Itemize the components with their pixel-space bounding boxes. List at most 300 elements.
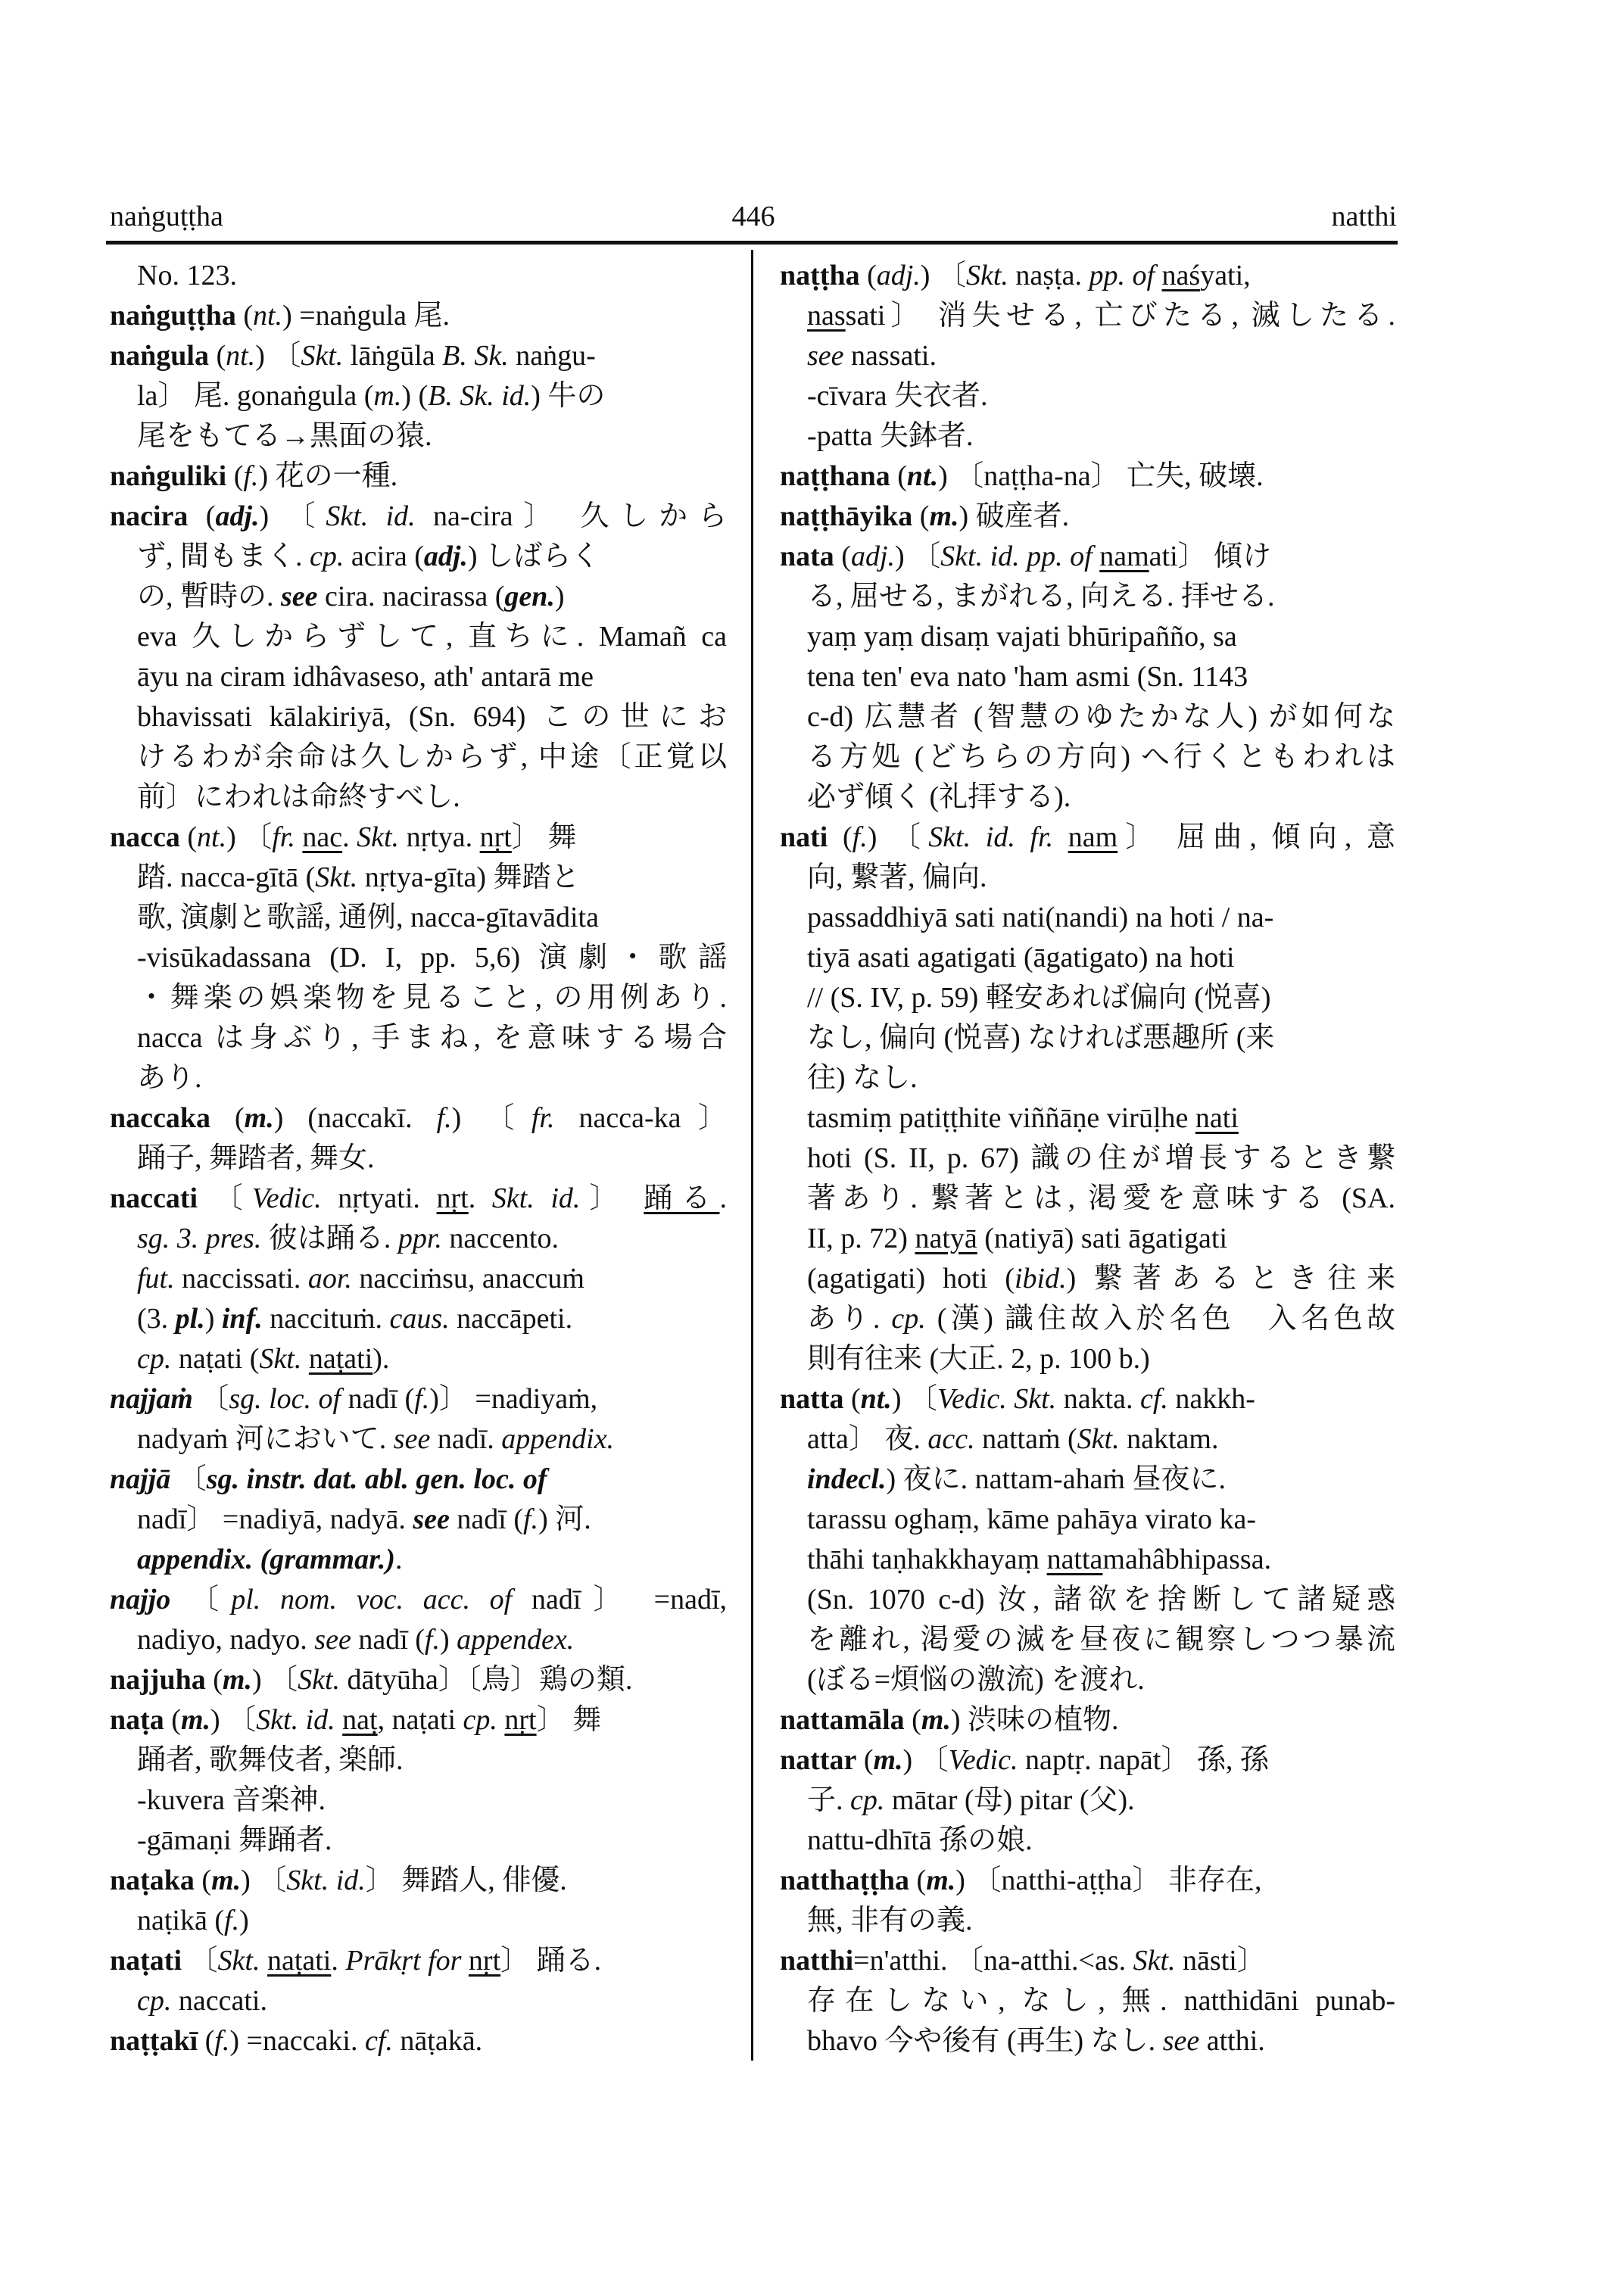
entry-line [780,1660,1395,1700]
italic-text: cf. [1139,1383,1168,1415]
headword: naṅguliki [110,460,227,492]
entry-line [110,1740,727,1781]
entry-line [780,416,1395,456]
entry-line [110,1821,727,1861]
text [1053,821,1068,853]
entry-headline [780,497,1395,537]
entry-line [110,1339,727,1379]
entry-line [780,1259,1395,1299]
text: // (S. IV, p. 59) 軽安あれば偏向 (悦喜) [807,982,1271,1014]
italic-text: Skt. [301,340,344,372]
italic-text: appendix. [501,1423,615,1455]
text: ) 〔naṭṭha-na〕 亡失, 破壊. [938,460,1264,492]
text [1155,260,1162,291]
text: 往) なし. [807,1062,918,1094]
text: ati〕 傾け [1149,541,1272,572]
text: ) 〔 [210,1704,257,1736]
entry-line [110,858,727,898]
text: nṛtya-gīta) 舞踏と [357,861,580,893]
entry-headline [110,1700,727,1740]
entry-line [110,978,727,1018]
entry-line [780,978,1395,1018]
text: -visūkadassana (D. I, pp. 5,6) 演劇・歌謡 [137,942,727,974]
entry-line [110,898,727,938]
text: hoti (S. II, p. 67) 識の住が増長するとき繋 [807,1142,1395,1174]
underlined-text: nṛt [504,1704,537,1736]
text: nadī〕 =nadī, [512,1584,727,1615]
italic-text: acc. [927,1423,975,1455]
text: naccento. [441,1223,559,1254]
entry-headline [780,456,1395,497]
text: ( [210,1102,245,1134]
header-rule [106,241,1398,245]
headword: natthi [780,1945,854,1977]
underlined-text: nṛt [436,1182,469,1214]
entry-headline [110,336,727,376]
text: ) 〔 [451,1102,531,1134]
text: 〔 [198,1182,252,1214]
text: ) 繋著あるとき往来 [1066,1263,1395,1294]
italic-text: Skt. id. [286,1865,366,1896]
italic-text: fr. [272,821,295,853]
text: ( [188,500,216,532]
entry-headline [110,1460,727,1500]
text: ( [904,1704,921,1736]
headword: najjuha [110,1664,206,1696]
entry-line [110,256,727,296]
text: ( [226,460,244,492]
entry-headline [110,1179,727,1219]
headword: nacira [110,500,189,532]
column-divider [751,250,753,2061]
text: . [394,1544,403,1575]
text: (ぼる=煩悩の激流) を渡れ. [807,1664,1145,1696]
text: . [331,1945,346,1977]
italic-text: fut. [137,1263,175,1294]
italic-text: Skt. id. [491,1182,581,1214]
text: cira. nacirassa ( [317,581,505,612]
text: 〕 屈曲, 傾向, 意 [1117,821,1396,853]
text: ( [856,1744,874,1776]
entry-headline [110,1580,727,1620]
text: 無, 非有の義. [807,1905,973,1936]
entry-line [780,777,1395,818]
underlined-text: naṭ [342,1704,378,1736]
italic-text: f. [214,2025,230,2057]
text: naktam. [1119,1423,1219,1455]
entry-line [780,1981,1395,2021]
text: nassati. [843,340,937,372]
headword: naṅgula [110,340,209,372]
italic-text: m. [211,1865,242,1896]
text: ) [204,1303,222,1335]
running-head-left: naṅguṭṭha [110,201,223,232]
text: ) 〔 [891,1383,937,1415]
entry-headline [110,296,727,336]
italic-text: m. [929,500,959,532]
text: ( [909,1865,927,1896]
text: nattaṁ ( [974,1423,1077,1455]
text: ) [439,1624,457,1656]
text: na-cira〕 久しから [415,500,728,532]
entry-headline [110,818,727,858]
text: nṛtya. [399,821,480,853]
italic-text: Vedic. Skt. [937,1383,1057,1415]
text: . [342,821,357,853]
entry-line [780,1098,1395,1139]
italic-text: m. [373,380,402,412]
italic-text: gen. [504,581,555,612]
text: あり. [137,1062,202,1094]
text: 〕 舞 [536,1704,602,1736]
text: ) [239,1905,249,1936]
text: naccissati. [174,1263,308,1294]
text: 〕 舞踏人, 俳優. [365,1865,567,1896]
entry-line [110,657,727,697]
text: 〔 [182,1945,218,1977]
italic-text: m. [926,1865,956,1896]
text: ( [834,541,851,572]
text: nacca-ka〕 [554,1102,727,1134]
text: naccāpeti. [449,1303,573,1335]
entry-line [780,737,1395,777]
entry-line [780,1219,1395,1259]
text: ( [205,1664,223,1696]
text: けるわが余命は久しからず, 中途〔正覚以 [137,741,727,773]
italic-text: f. [243,460,259,492]
entry-line [110,1781,727,1821]
entry-line [110,1419,727,1460]
text: nadī〕 =nadiyā, nadyā. [137,1503,413,1535]
entry-headline [110,1379,727,1419]
text [260,1945,267,1977]
entry-headline [780,1700,1395,1740]
text: ) 花の一種. [258,460,398,492]
text: tasmiṃ patiṭṭhite viññāṇe virūḷhe [807,1102,1195,1134]
text: 向, 繋著, 偏向. [807,861,987,893]
text: ( [828,821,853,853]
text: ( [208,340,226,372]
text: ( [179,821,198,853]
text: ) 〔 [902,1744,949,1776]
text: ) 〔 [241,1865,287,1896]
entry-line [780,1781,1395,1821]
italic-text: B. Sk. [442,340,509,372]
text: なし, 偏向 (悦喜) なければ悪趣所 (来 [807,1022,1275,1054]
text: る方処 (どちらの方向) へ行くともわれは [807,741,1395,773]
right-column [780,256,1395,2061]
italic-text: cf. [364,2025,393,2057]
text: dātyūha〕〔鳥〕鶏の類. [340,1664,633,1696]
italic-text: adj. [215,500,260,532]
headword: naccaka [110,1102,210,1134]
text: ( [194,1865,212,1896]
text: ( [859,260,877,291]
text [1093,541,1100,572]
italic-text: nt. [197,821,227,853]
entry-line [110,1500,727,1540]
italic-text: sg. instr. dat. abl. gen. loc. of [206,1463,547,1495]
text: ) 河. [538,1503,591,1535]
underlined-text: nṛt [468,1945,501,1977]
entry-line [780,657,1395,697]
italic-text: Vedic. [251,1182,322,1214]
text: bhavo 今や後有 (再生) なし. [807,2025,1163,2057]
entry-headline [110,1861,727,1901]
text: あり. [807,1303,892,1335]
text: ) 〔 [255,340,301,372]
underlined-text: nam [1068,821,1118,853]
text: naṣṭa. [1008,260,1089,291]
text: nacca は身ぶり, 手まね, を意味する場合 [137,1022,727,1054]
italic-text: f. [414,1383,430,1415]
text [335,1704,343,1736]
text: nāṭakā. [392,2025,483,2057]
text: nadyaṁ 河において. [137,1423,394,1455]
italic-text: nt. [906,460,939,492]
text: atthi. [1199,2025,1265,2057]
entry-line [780,617,1395,657]
text: ) 〔 [226,821,273,853]
text: ) 牛の [531,380,606,412]
italic-text: Skt. id. [326,500,416,532]
underlined-text: nati [1195,1102,1239,1134]
italic-text: f. [436,1102,452,1134]
entry-line [110,1058,727,1098]
entry-line [780,1299,1395,1339]
text: naccituṁ. [262,1303,390,1335]
entry-line [110,1018,727,1058]
text: ) 〔 [251,1664,298,1696]
text: mātar (母) pitar (父). [884,1784,1135,1816]
text: nadī ( [449,1503,523,1535]
entry-line [110,537,727,577]
italic-text: see [393,1423,431,1455]
text: ( [890,460,907,492]
text: nattu-dhītā 孫の娘. [807,1824,1033,1856]
entry-headline [780,1861,1395,1901]
italic-text: Skt. [1077,1423,1120,1455]
italic-text: sg. 3. pres. [137,1223,262,1254]
italic-text: Skt. id. pp. of [940,541,1093,572]
text: ) 〔 [259,500,326,532]
entry-line [780,577,1395,617]
italic-text: Skt. [298,1664,341,1696]
entry-headline [110,1098,727,1139]
text: naptṛ. napāt〕 孫, 孫 [1018,1744,1269,1776]
text: la〕 尾. gonaṅgula ( [137,380,374,412]
text: āyu na ciram idhâvaseso, ath' antarā me [137,661,594,693]
entry-line [110,697,727,737]
headword: naṭṭhana [780,460,890,492]
text: No. 123. [137,260,237,291]
text: passaddhiyā sati nati(nandi) na hoti / na- [807,902,1274,933]
italic-text: f. [852,821,868,853]
entry-headline [780,256,1395,296]
italic-text: cp. [463,1704,497,1736]
entry-line [110,1981,727,2021]
entry-line [780,1179,1395,1219]
text: -gāmaṇi 舞踊者. [137,1824,332,1856]
text: , naṭati [377,1704,463,1736]
text: (agatigati) hoti ( [807,1263,1015,1294]
text: nadiyo, nadyo. [137,1624,315,1656]
headword: najjaṁ [110,1383,193,1415]
entry-headline [110,1941,727,1981]
entry-line [780,1058,1395,1098]
text: 踏. nacca-gītā ( [137,861,316,893]
italic-text: Skt. id. [256,1704,335,1736]
text: -patta 失鉢者. [807,420,974,452]
text: ( [235,300,253,332]
headword: naccati [110,1182,198,1214]
entry-line [780,938,1395,978]
italic-text: see [314,1624,351,1656]
text: ) [554,581,565,612]
entry-headline [780,1941,1395,1981]
entry-line [780,1339,1395,1379]
italic-text: Skt. [1133,1945,1176,1977]
entry-line [780,1620,1395,1660]
italic-text: Skt. id. fr. [928,821,1054,853]
text: sati〕 消失せる, 亡びたる, 滅したる. [845,300,1395,332]
text: 〕 踊る. [500,1945,602,1977]
text: atta〕 夜. [807,1423,928,1455]
text: ) 破産者. [959,500,1070,532]
underlined-text: nac [302,821,343,853]
entry-line [780,336,1395,376]
italic-text: see [807,340,844,372]
entry-line [780,1580,1395,1620]
italic-text: appendix. (grammar.) [137,1544,395,1575]
italic-text: pl. nom. voc. acc. of [231,1584,513,1615]
entry-line [780,2021,1395,2061]
text: 存在しない, なし, 無. natthidāni punab- [807,1985,1395,2017]
text: (Sn. 1070 c-d) 汝, 諸欲を捨断して諸疑惑 [807,1584,1395,1615]
text: . [719,1182,727,1214]
italic-text: adj. [423,541,468,572]
headword: naṭṭhāyika [780,500,913,532]
text: ) しばらく [467,541,600,572]
text: mahâbhipassa. [1102,1544,1272,1575]
entry-line [780,898,1395,938]
text: nadī. [430,1423,502,1455]
text: ) 〔natthi-aṭṭha〕 非存在, [955,1865,1262,1896]
headword: naṭṭakī [110,2025,198,2057]
entry-line [110,777,727,818]
entry-line [110,1139,727,1179]
text: nṛtyati. [321,1182,437,1214]
entry-headline [110,456,727,497]
italic-text: f. [224,1905,240,1936]
entry-headline [110,497,727,537]
entry-line [110,1259,727,1299]
text: nakkh- [1167,1383,1255,1415]
text: tiyā asati agatigati (āgatigato) na hoti [807,942,1235,974]
text: 則有往来 (大正. 2, p. 100 b.) [807,1343,1150,1375]
italic-text: caus. [389,1303,450,1335]
text: る, 屈せる, まがれる, 向える. 拝せる. [807,581,1275,612]
italic-text: pl. [175,1303,205,1335]
text [497,1704,505,1736]
headword: najjā [110,1463,171,1495]
text: -cīvara 失衣者. [807,380,988,412]
italic-text: m. [180,1704,211,1736]
text: (漢) 識住故入於名色 入名色故 [925,1303,1395,1335]
italic-text: Skt. [965,260,1008,291]
headword: nati [780,821,828,853]
text: ) 渋味の植物. [950,1704,1119,1736]
italic-text: cp. [891,1303,926,1335]
underlined-text: nṛt [479,821,512,853]
text: yati, [1200,260,1251,291]
text: c-d) 広慧者 (智慧のゆたかな人) が如何な [807,701,1395,733]
running-head-right: natthi [1331,201,1397,232]
italic-text: f. [424,1624,440,1656]
underlined-text: natta [1046,1544,1103,1575]
page-number: 446 [731,201,775,232]
text: nacciṁsu, anaccuṁ [351,1263,584,1294]
entry-headline [110,2021,727,2061]
text: nadī ( [351,1624,425,1656]
text: II, p. 72) [807,1223,915,1254]
underlined-text: nas [807,300,846,332]
italic-text: inf. [221,1303,263,1335]
entry-headline [780,818,1395,858]
text: 前〕にわれは命終すべし. [137,781,460,813]
text: naṭikā ( [137,1905,225,1936]
text: ) 〔 [867,821,929,853]
text [461,1945,469,1977]
entry-headline [780,1740,1395,1781]
italic-text: cp. [137,1985,172,2017]
text: 歌, 演劇と歌謡, 通例, nacca-gītavādita [137,902,599,933]
headword: nattar [780,1744,857,1776]
text: ). [372,1343,390,1375]
text [295,821,303,853]
text: 踊子, 舞踏者, 舞女. [137,1142,375,1174]
entry-line [110,416,727,456]
italic-text: cp. [850,1784,885,1816]
italic-text: cp. [310,541,344,572]
underlined-text: naṭati [267,1945,332,1977]
italic-text: m. [873,1744,903,1776]
text: . [468,1182,492,1214]
entry-line [110,938,727,978]
italic-text: Skt. [315,861,358,893]
text: (natiyā) sati āgatigati [977,1223,1228,1254]
italic-text: fr. [531,1102,555,1134]
italic-text: see [281,581,318,612]
text: ) 〔 [920,260,966,291]
entry-line [780,1460,1395,1500]
headword: naṭṭha [780,260,860,291]
text: を離れ, 渇愛の滅を昼夜に観察しつつ暴流 [807,1624,1395,1656]
text: ( [198,2025,215,2057]
entry-headline [110,1660,727,1700]
text: -kuvera 音楽神. [137,1784,326,1816]
text: bhavissati kālakiriyā, (Sn. 694) この世にお [137,701,727,733]
italic-text: see [413,1503,450,1535]
text: naṭati ( [171,1343,260,1375]
text: 著あり. 繋著とは, 渇愛を意味する (SA. [807,1182,1395,1214]
entry-line [780,296,1395,336]
italic-text: m. [222,1664,252,1696]
italic-text: Skt. [259,1343,302,1375]
text: ( [843,1383,861,1415]
text: ( [912,500,930,532]
text: 子. [807,1784,851,1816]
